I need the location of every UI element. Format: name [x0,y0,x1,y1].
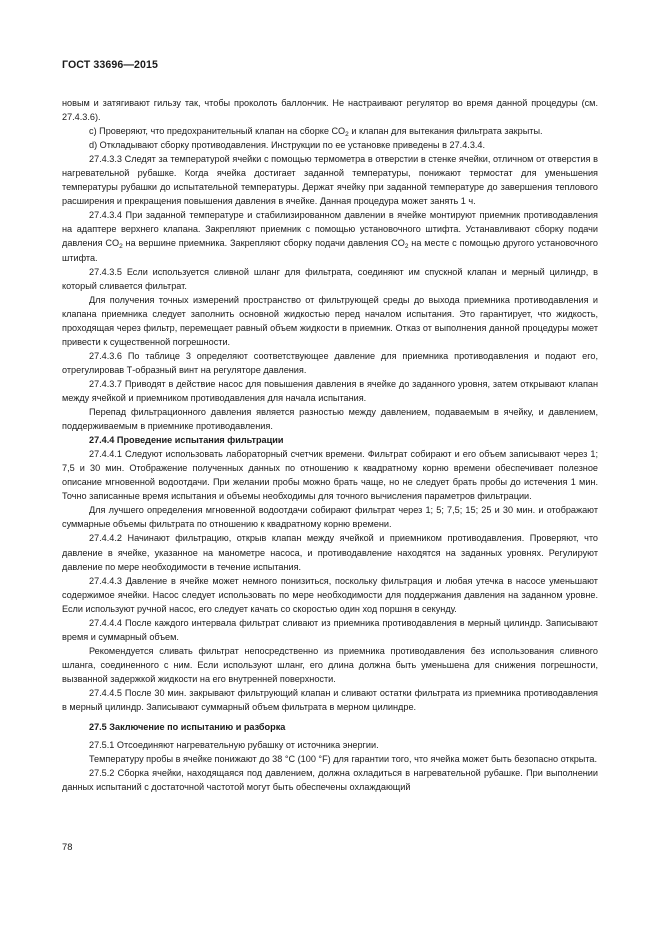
document-body [62,96,598,794]
paragraph: 27.4.4.3 Давление в ячейке может немного понизиться, поскольку фильтрация и любая утечка в насосе уменьшают содержимое ячейки. Насос следует использовать по мере необходимости для поддержания давления на заданном уровне. Если используют ручной насос, его следует качать со скоростью один ход поршня в секунду. [62,575,598,614]
section-heading: 27.4.4 Проведение испытания фильтрации [89,435,284,446]
paragraph: 27.4.4.5 После 30 мин. закрывают фильтрующий клапан и сливают остатки фильтрата из приемника противодавления в мерный цилиндр. Записывают суммарный объем фильтрата в мерном цилиндре. [62,687,598,713]
paragraph: 27.4.3.5 Если используется сливной шланг для фильтрата, соединяют им спускной клапан и мерный цилиндр, в который сливается фильтрат. [62,266,598,291]
paragraph: d) Откладывают сборку противодавления. Инструкции по ее установке приведены в 27.4.3.4. [89,140,486,151]
paragraph: Для лучшего определения мгновенной водоотдачи собирают фильтрат через 1; 5; 7,5; 15; 25 и 30 мин. и отображают суммарные объемы фильтрата по отношению к квадратному корню времени. [62,505,598,530]
page-header-standard: ГОСТ 33696—2015 [62,59,159,71]
paragraph: 27.4.4.2 Начинают фильтрацию, открыв клапан между ячейкой и приемником противодавления. Проверяют, что давление в ячейке, указанное на манометре насоса, и противодавление находятся на заданных уровнях. Регулируют давление по мере необходимости в течение испытания. [62,533,598,572]
paragraph: 27.4.3.4 При заданной температуре и стабилизированном давлении в ячейке монтируют приемник противодавления на адаптере верхнего клапана. Закрепляют приемник с помощью установочного штифта. Устанавливают сборку подачи давления $CO_2$ на вершине приемника. Закрепляют сборку подачи давления $CO_2$ на месте с помощью другого установочного штифта. [62,210,598,263]
paragraph: 27.4.3.3 Следят за температурой ячейки с помощью термометра в отверстии в стенке ячейки, отличном от отверстия в нагревательной рубашке. Когда ячейка достигает заданной температуры, понижают термостат для уменьшения температуры рубашки до испытательной температуры. Держат ячейку при заданной температуре до завершения теплового расширения и прекращения повышения давления в ячейке. Данная процедура может занять 1 ч. [62,154,598,207]
page-number: 78 [62,841,73,852]
paragraph: Температуру пробы в ячейке понижают до 38 °C (100 °F) для гарантии того, что ячейка может быть безопасно открыта. [89,754,598,765]
paragraph: 27.5.1 Отсоединяют нагревательную рубашку от источника энергии. [89,740,379,751]
section-heading: 27.5 Заключение по испытанию и разборка [89,722,286,733]
paragraph: c) Проверяют, что предохранительный клапан на сборке $CO_2$ и клапан для вытекания фильтрата закрыты. [89,126,543,139]
paragraph: Перепад фильтрационного давления является разностью между давлением, подаваемым в ячейку, и давлением, поддерживаемым в приемнике противодавления. [62,407,598,432]
paragraph: Для получения точных измерений пространство от фильтрующей среды до выхода приемника противодавления и клапана приемника следует заполнить основной жидкостью перед началом испытания. Это гарантирует, что жидкость, проходящая через фильтр, перемещает равный объем жидкости в приемник. Отказ от выполнения данной процедуры может привести к существенной погрешности. [62,294,598,347]
paragraph: 27.4.3.7 Приводят в действие насос для повышения давления в ячейке до заданного уровня, затем открывают клапан между ячейкой и приемником противодавления для начала испытания. [62,378,598,403]
paragraph: 27.4.4.1 Следуют использовать лабораторный счетчик времени. Фильтрат собирают и его объем записывают через 1; 7,5 и 30 мин. Отображение полученных данных по отношению к квадратному корню времени обеспечивает полезное описание мгновенной водоотдачи. При желании пробы можно брать чаще, но не следует брать пробы до истечения 1 мин. Точно записанные время испытания и объемы необходимы для точного вычисления параметров фильтрации. [62,449,598,502]
paragraph: 27.4.4.4 После каждого интервала фильтрат сливают из приемника противодавления в мерный цилиндр. Записывают время и суммарный объем. [62,617,598,642]
paragraph: Рекомендуется сливать фильтрат непосредственно из приемника противодавления без использования сливного шланга, соединенного с ним. Если используют шланг, его длина должна быть уменьшена для снижения погрешности, вызванной задержкой жидкости на его внутренней поверхности. [62,645,598,684]
paragraph: новым и затягивают гильзу так, чтобы проколоть баллончик. Не настраивают регулятор во время данной процедуры (см. 27.4.3.6). [62,98,598,123]
paragraph: 27.5.2 Сборка ячейки, находящаяся под давлением, должна охладиться в нагревательной рубашке. При выполнении данных испытаний с достаточной частотой могут быть обеспечены охлаждающий [62,768,598,793]
paragraph: 27.4.3.6 По таблице 3 определяют соответствующее давление для приемника противодавления и подают его, отрегулировав Т-образный винт на регуляторе давления. [62,350,598,375]
